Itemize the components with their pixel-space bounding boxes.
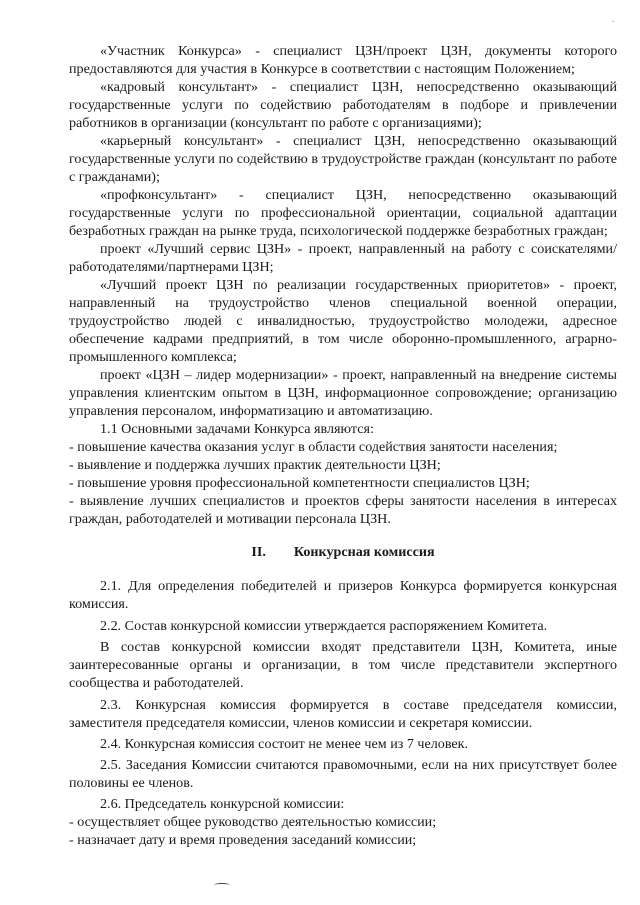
tasks-intro: 1.1 Основными задачами Конкурса являются:	[100, 421, 374, 437]
document-body	[69, 42, 617, 849]
task-item: - выявление лучших специалистов и проектов сферы занятости населения в интересах граждан, работодателей и мотивации персонала ЦЗН.	[69, 493, 617, 527]
clause-2-3: 2.3. Конкурсная комиссия формируется в составе председателя комиссии, заместителя председателя комиссии, членов комиссии и секретаря комиссии.	[69, 697, 617, 731]
chair-duty-item: - осуществляет общее руководство деятельностью комиссии;	[69, 814, 437, 830]
task-item: - повышение качества оказания услуг в области содействия занятости населения;	[69, 439, 558, 455]
definition-best-service-project: проект «Лучший сервис ЦЗН» - проект, направленный на работу с соискателями/работодателями/партнерами ЦЗН;	[69, 241, 617, 275]
clause-2-6: 2.6. Председатель конкурсной комиссии:	[100, 796, 345, 812]
clause-composition: В состав конкурсной комиссии входят представители ЦЗН, Комитета, иные заинтересованные органы и организации, в том числе представители экспертного сообщества и работодателей.	[69, 639, 617, 691]
clause-2-2: 2.2. Состав конкурсной комиссии утверждается распоряжением Комитета.	[100, 618, 548, 634]
clause-2-5: 2.5. Заседания Комиссии считаются правомочными, если на них присутствует более половины ее членов.	[69, 757, 617, 791]
scan-mark: .	[612, 14, 615, 24]
definition-participant: «Участник Конкурса» - специалист ЦЗН/проект ЦЗН, документы которого предоставляются для участия в Конкурсе в соответствии с настоящим Положением;	[69, 43, 617, 77]
definition-career-consultant: «карьерный консультант» - специалист ЦЗН, непосредственно оказывающий государственные услуги по содействию в трудоустройстве граждан (консультант по работе с гражданами);	[69, 133, 617, 185]
task-item: - повышение уровня профессиональной компетентности специалистов ЦЗН;	[69, 475, 530, 491]
definition-prof-consultant: «профконсультант» - специалист ЦЗН, непосредственно оказывающий государственные услуги по профессиональной ориентации, социальной адаптации безработных граждан на рынке труда, психологической поддержке безработных граждан;	[69, 187, 617, 239]
definition-hr-consultant: «кадровый консультант» - специалист ЦЗН, непосредственно оказывающий государственные услуги по содействию работодателям в подборе и привлечении работников в организации (консультант по работе с организациями);	[69, 79, 617, 131]
definition-best-priority-project: «Лучший проект ЦЗН по реализации государственных приоритетов» - проект, направленный на трудоустройство членов специальной военной операции, трудоустройство людей с инвалидностью, трудоустройство молодежи, адресное обеспечение кадрами предприятий, в том числе оборонно-промышленного, аграрно-промышленного комплекса;	[69, 277, 617, 365]
task-item: - выявление и поддержка лучших практик деятельности ЦЗН;	[69, 457, 441, 473]
section-number: II.	[251, 544, 266, 560]
footer-mark	[214, 883, 230, 887]
definition-modernization-project: проект «ЦЗН – лидер модернизации» - проект, направленный на внедрение системы управления клиентским опытом в ЦЗН, информационное сопровождение; организацию управления персоналом, информатизацию и автоматизацию.	[69, 367, 617, 419]
clause-2-4: 2.4. Конкурсная комиссия состоит не менее чем из 7 человек.	[100, 736, 469, 752]
section-heading	[69, 543, 617, 561]
section-title: Конкурсная комиссия	[293, 544, 435, 560]
chair-duty-item: - назначает дату и время проведения заседаний комиссии;	[69, 832, 417, 848]
clause-2-1: 2.1. Для определения победителей и призеров Конкурса формируется конкурсная комиссия.	[69, 578, 617, 612]
